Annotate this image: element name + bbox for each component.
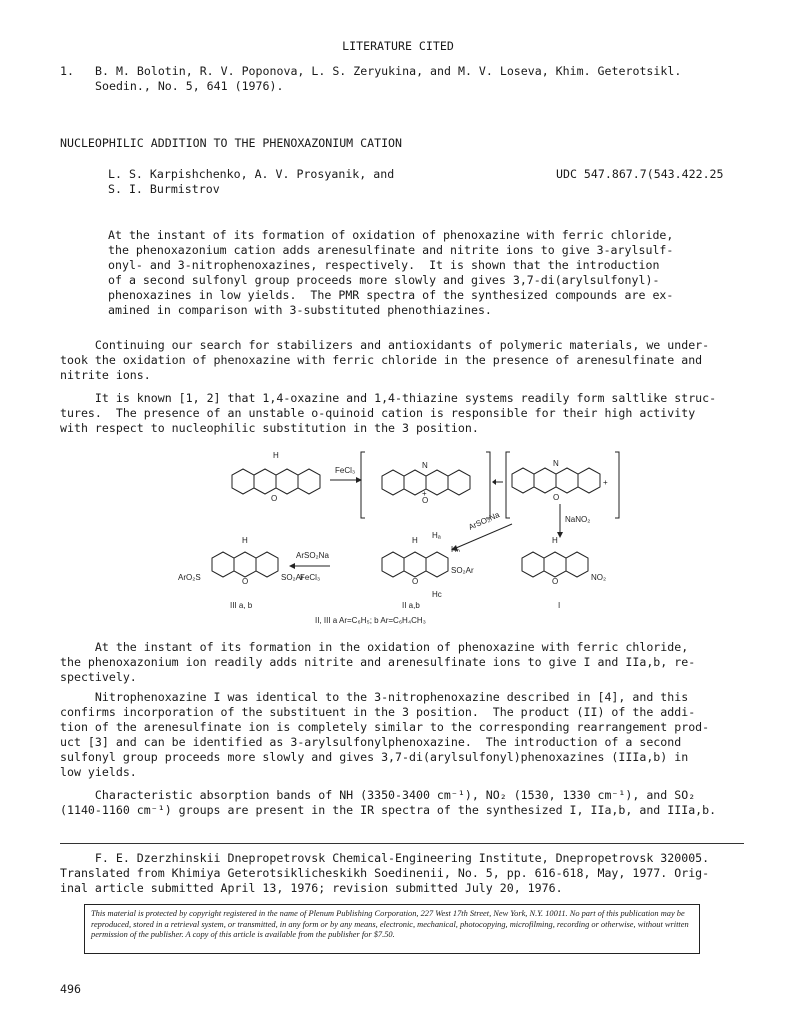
affiliation-line: F. E. Dzerzhinskii Dnepropetrovsk Chemical-Engineering Institute, Dnepropetrovsk 320005. [60,851,710,865]
scheme-o: O [271,494,278,503]
arrow-addition [456,524,512,548]
paragraph-line: Nitrophenoxazine I was identical to the 3-nitrophenoxazine described in [4], and this [60,690,689,704]
structure-I [522,552,588,577]
scheme-o-3: O [553,493,560,502]
paragraph-line: the phenoxazonium ion readily adds nitrite and arenesulfinate ions to give I and IIa,b, re- [60,655,696,669]
copyright-notice [84,904,700,954]
reference-line-1: B. M. Bolotin, R. V. Poponova, L. S. Zeryukina, and M. V. Loseva, Khim. Geterotsikl. [95,64,682,78]
scheme-hc: Hᴄ [432,590,442,599]
paragraph-line: uct [3] and can be identified as 3-arylsulfonylphenoxazine. The introduction of a second [60,735,682,749]
scheme-h-2: H [242,536,248,545]
paragraph-line: confirms incorporation of the substituent in the 3 position. The product (II) of the addi- [60,705,696,719]
affiliation [60,851,709,896]
scheme-nano2: NaNO₂ [565,515,591,524]
scheme-so2ar-2: SO₂Ar [451,566,474,575]
affiliation-line: inal article submitted April 13, 1976; revision submitted July 20, 1976. [60,881,563,895]
abstract-line: phenoxazines in low yields. The PMR spectra of the synthesized compounds are ex- [108,288,674,302]
paragraph-line: (1140-1160 cm⁻¹) groups are present in the IR spectra of the synthesized I, IIa,b, and IIIa,b. [60,803,717,817]
paragraph-3 [60,640,695,685]
structure-II [382,552,448,577]
scheme-legend: II, III a Ar=C₆H₅; b Ar=C₆H₄CH₃ [315,616,426,625]
paragraph-5 [60,788,716,818]
paragraph-line: tures. The presence of an unstable o-quinoid cation is responsible for their high activity [60,406,696,420]
paragraph-line: sulfonyl group proceeds more slowly and gives 3,7-di(arylsulfonyl)phenoxazines (IIIa,b) in [60,750,689,764]
literature-cited-heading: LITERATURE CITED [342,39,454,53]
paragraph-line: low yields. [60,765,137,779]
paragraph-1 [60,338,709,383]
abstract-line: At the instant of its formation of oxidation of phenoxazine with ferric chloride, [108,228,674,242]
paragraph-line: with respect to nucleophilic substitution in the 3 position. [60,421,479,435]
arrowhead-3 [289,563,295,569]
affiliation-line: Translated from Khimiya Geterotsiklicheskikh Soedinenii, No. 5, pp. 616-618, May, 1977. Orig- [60,866,710,880]
authors-line-1: L. S. Karpishchenko, A. V. Prosyanik, and [108,167,395,181]
arrowhead-5 [557,532,563,538]
scheme-plus: + [422,489,427,498]
paragraph-line: nitrite ions. [60,368,151,382]
scheme-h-3: H [412,536,418,545]
reference-line-2: Soedin., No. 5, 641 (1976). [95,79,284,93]
reaction-scheme [160,440,640,630]
phenoxazine-structure [232,469,320,494]
scheme-h: H [273,451,279,460]
scheme-n-2: N [553,459,559,468]
reference-number: 1. [60,64,74,78]
label-I: I [558,601,561,610]
authors-line-2: S. I. Burmistrov [108,182,220,196]
udc-code: UDC 547.867.7(543.422.25 [556,167,724,181]
scheme-h-4: H [552,536,558,545]
abstract-line: amined in comparison with 3-substituted phenothiazines. [108,303,492,317]
scheme-n: N [422,461,428,470]
structure-III [212,552,278,577]
paragraph-line: tion of the arenesulfinate ion is completely similar to the corresponding rearrangement prod- [60,720,710,734]
scheme-hb: Hₙ [451,545,460,554]
copyright-text: This material is protected by copyright registered in the name of Plenum Publishing Corporation, 227 West 17th Street, New York, N.Y. 10011. No part of this publication may be reproduced, stored in a retrieval system, or transmitted, in any form or by any means, electronic, mechanical, photocopying, microfilming, recording or otherwise, without written permission of the publisher. A copy of this article is available from the publisher for $7.50. [91,909,689,940]
scheme-ha: Hₐ [432,531,441,540]
scheme-fecl3-2: FeCl₃ [300,573,321,582]
paragraph-line: took the oxidation of phenoxazine with ferric chloride in the presence of arenesulfinate and [60,353,703,367]
scheme-o-6: O [552,577,559,586]
scheme-o-4: O [242,577,249,586]
scheme-no2: NO₂ [591,573,607,582]
scheme-aro2s: ArO₂S [178,573,201,582]
paragraph-line: At the instant of its formation in the oxidation of phenoxazine with ferric chloride, [60,640,689,654]
arrowhead-2 [492,479,496,485]
label-II: II a,b [402,601,420,610]
paragraph-line: Characteristic absorption bands of NH (3350-3400 cm⁻¹), NO₂ (1530, 1330 cm⁻¹), and SO₂ [60,788,696,802]
scheme-plus-2: + [603,478,608,487]
paragraph-line: spectively. [60,670,137,684]
paragraph-line: Continuing our search for stabilizers and antioxidants of polymeric materials, we under- [60,338,710,352]
label-III: III a, b [230,601,253,610]
footer-divider [60,843,744,844]
paragraph-line: It is known [1, 2] that 1,4-oxazine and 1,4-thiazine systems readily form saltlike struc- [60,391,717,405]
scheme-arso2na: ArSO₂Na [467,510,501,532]
scheme-arso2na-2: ArSO₂Na [296,551,329,560]
paragraph-4 [60,690,709,780]
abstract-line: the phenoxazonium cation adds arenesulfinate and nitrite ions to give 3-arylsulf- [108,243,674,257]
page-number: 496 [60,982,81,996]
scheme-fecl3: FeCl₃ [335,466,356,475]
scheme-o-2: O [422,496,429,505]
abstract-line: onyl- and 3-nitrophenoxazines, respectively. It is shown that the introduction [108,258,660,272]
paragraph-2 [60,391,716,436]
scheme-so2ar: SO₂Ar [281,573,304,582]
abstract [108,228,673,318]
abstract-line: of a second sulfonyl group proceeds more slowly and gives 3,7-di(arylsulfonyl)- [108,273,660,287]
scheme-o-5: O [412,577,419,586]
article-title: NUCLEOPHILIC ADDITION TO THE PHENOXAZONIUM CATION [60,136,403,150]
